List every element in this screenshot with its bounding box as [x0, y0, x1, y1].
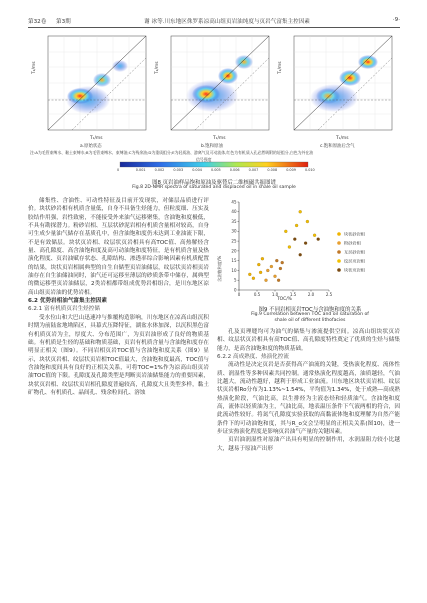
legend-label: 块状页岩相 [344, 267, 365, 273]
legend-swatch [337, 259, 341, 263]
issue-label: 第3期 [56, 19, 71, 25]
data-point [248, 273, 251, 276]
legend-label: 块状砂岩相 [344, 231, 365, 237]
y-tick-label: 25 [231, 238, 237, 244]
x-tick-label: 2.5 [325, 292, 333, 297]
panel-c-plot [294, 36, 392, 130]
panel-b-xlabel: T₁/ms [213, 136, 226, 141]
figure-9-title-en-2: shale oil of different lithofacies [274, 318, 346, 323]
y-tick-label: 0 [233, 287, 237, 293]
data-point [306, 220, 309, 223]
body-paragraph: 受水位山和大巴山迅速冲与推覆构造影响，川东地区在凉高山组沉积时期为前陆盆地坳陷区，具幕式压降特征，湖盆水体加深，以沉积黑色富有机质页岩为主，厚度大、分布范围广，为页岩油形成了良好的物质基础。有机质是生烃的基础和物质基础，页岩有机质含量与含油饱和度存在明显正相关（图9）。不同岩相页岩TOC值与含油饱和度关系（图9）显示，块状页岩相、纹层状页岩相TOC值最大，含油饱和度最高，TOC值与含油饱和度间具有良好的正相关关系，可将TOC=1%作为凉高山组页岩油TOC值的下限。孔隙度及孔隙类型是判断页岩油储集能力的重要因素，块状页岩相、纹层状页岩相孔隙度普遍较高，孔隙度大且类型多样，黏土矿物孔、有机质孔、晶间孔、残余粒间孔、溶蚀 [28, 314, 209, 396]
figure-9-title-en-1: Fig.9 Correlation between TOC and oil saturation of [251, 312, 369, 317]
running-title: 谢 冰等.川东地区侏罗系凉高山组页岩油纯度与页岩气富集主控因素 [144, 19, 310, 25]
data-point [284, 230, 287, 233]
colorbar-tick-label: 0.010 [305, 168, 315, 172]
data-point [270, 265, 273, 268]
panel-c-ylabel: T₂/ms [278, 61, 283, 74]
header-rule [28, 27, 400, 28]
colorbar-tick-label: 0.008 [267, 168, 278, 172]
y-tick-label: 40 [231, 209, 237, 215]
panel-b-ylabel: T₂/ms [155, 61, 160, 74]
figure-8-title-en: Fig.8 2D-NMR spectra of saturated and displaced oil in shale oil sample [132, 185, 296, 190]
left-text-column [28, 197, 209, 593]
panel-c-caption: c.饱和原油后含气 [320, 144, 355, 149]
colorbar-tick-label: 0.003 [173, 168, 184, 172]
figure-8-panels [28, 32, 400, 178]
x-tick-label: 0 [237, 292, 241, 297]
y-tick-label: 10 [231, 267, 237, 273]
data-point [295, 224, 298, 227]
data-point [261, 257, 264, 260]
subsection-heading: 6.2.2 高成熟度、热演化控流 [217, 354, 289, 361]
data-point [288, 245, 291, 248]
data-point [274, 275, 277, 278]
colorbar-tick-label: 0.009 [286, 168, 296, 172]
colorbar-tick-label: 0.007 [248, 168, 259, 172]
data-point [279, 267, 282, 270]
colorbar-tick-label: 0.002 [154, 168, 165, 172]
data-point [275, 259, 278, 262]
y-tick-label: 15 [231, 258, 237, 264]
figure-9-title: 图9 不同岩相页岩TOC与含油饱和度的关系 [258, 307, 362, 313]
colorbar-ticks [117, 168, 315, 174]
subsection-heading: 6.2.1 富有机质页岩生烃控储 [28, 306, 100, 313]
colorbar-label: 信号强度 [196, 157, 212, 162]
legend-swatch [337, 241, 341, 245]
figure-9-chart [217, 196, 403, 304]
y-tick-label: 45 [231, 199, 237, 205]
data-point [313, 234, 316, 237]
figure-9-xlabel: TOC/% [277, 297, 292, 302]
colorbar-tick-label: 0 [117, 168, 120, 172]
data-point [277, 279, 280, 282]
y-tick-label: 30 [231, 228, 237, 234]
panel-c-xlabel: T₁/ms [336, 136, 349, 141]
data-point [265, 279, 268, 282]
data-point [257, 263, 260, 266]
right-text-column [217, 328, 400, 593]
figure-8-note: 注:A为毛管束缚水、黏土束缚水;B为毛管束缚水、束缚油;C为残余油;D为重质组分;E为轻质油、游离气及可动流体,红色为有机质入孔必然吸附的轻组分,白色为外在油 [30, 150, 314, 155]
body-paragraph: 孔及页理缝均可为油气的储集与渗流提供空间。凉高山组块状页岩相、纹层状页岩相具有高TOC值、高孔隙度特性奠定了优质的生烃与储集能力，是高含油饱和度的物质基础。 [217, 329, 400, 352]
page-number: ·9· [392, 17, 400, 23]
x-tick-label: 0.5 [253, 292, 261, 297]
y-tick-label: 20 [231, 248, 237, 254]
data-point [317, 238, 320, 241]
data-point [293, 238, 296, 241]
y-tick-label: 35 [231, 218, 237, 224]
volume-label: 第32卷 [28, 19, 47, 25]
panel-b-caption: b.饱和原油 [201, 144, 223, 149]
panel-a-ylabel: T₂/ms [32, 61, 37, 74]
panel-a-plot [48, 36, 146, 130]
legend-swatch [337, 268, 341, 272]
figure-8-title: 图8 页岩油样品饱和原油及驱替后二维核磁共振图谱 [152, 180, 276, 186]
data-point [266, 269, 269, 272]
body-paragraph: 储集性、含油性、可动性特征及目前开发现状，对储层品质进行评价。块状砂岩相有机质含量低，自身不具备生烃能力，但粒度细、压实及胶结作用强，岩性致密，不能接受外来油气运移聚集，含油饱和度极低，不具有勘探潜力。粉砂岩相、互层状砂泥岩相有机质含量相对较高，自身可生成少量油气储存在基质孔中，但含油饱和度仍未达到工业油流下限，不是有效储层。块状页岩相、纹层状页岩相具有高TOC值、高热解烃含量、高孔隙度、高含油饱和度及高可动油饱和度特征，是有机质含量及热演化程度、页岩油赋存状态、孔隙结构、渗透率综合影响因素有机质配置的结果，块状页岩相属典型的自生自储型页岩油储层，纹层状页岩相页岩油存在自生油储油同时，油气还可运移至薄层的砂质条带中储存，属典型的微运移型页岩油储层，2类岩相都带组成优势岩相组合，是川东地区凉高山组页岩油的优势岩相。 [28, 198, 209, 296]
data-point [304, 242, 307, 245]
colorbar-tick-label: 0.001 [135, 168, 146, 172]
data-point [299, 210, 302, 213]
body-paragraph: 流动性是决定页岩是否获得高产油流的关键，受热演化程度、流体性质、润湿性等多种因素共同控制。通常热演化程度越高，油质越轻，气油比越大，流动性越好，越利于形成工业油流。川东地区块状页岩相、纹层状页岩相Ro分布为1.13%~1.54%，平均值为1.34%，处于成熟—高成熟热演化阶段，气油比高，以生排烃为主液态烃和轻质油气。含油饱和度高，流体以轻质油为主，气油比高，地表温压条件下气液两相的符合，因此流动性较好。将氮气孔隙度实验获取的高黏流体饱和度理解为自然产能条件下的可动油饱和度，其与R_o交会呈明显的正相关关系(图10)，进一步证实热演化程度是影响页岩油气产量的关键因素。 [217, 362, 400, 436]
data-point [299, 253, 302, 256]
legend-label: 粉砂岩相 [344, 240, 361, 246]
panel-b-plot [171, 36, 269, 130]
data-point [252, 277, 255, 280]
panel-a-caption: a.原始状态 [80, 144, 102, 149]
panel-a-xlabel: T₁/ms [90, 136, 103, 141]
figure-9-ylabel: 含油饱和度/% [217, 255, 222, 282]
legend-swatch [337, 250, 341, 254]
data-point [259, 271, 262, 274]
body-paragraph: 页岩油润湿性对原油产出具有明显的控制作用，水润湿阻力较小比越大，越易于原油产出形 [217, 437, 400, 452]
data-point [281, 261, 284, 264]
colorbar [120, 162, 308, 167]
legend-label: 互层砂岩相 [344, 249, 365, 255]
figure-9 [217, 196, 403, 304]
x-tick-label: 1.5 [289, 292, 297, 297]
section-heading: 6.2 优势岩相油气富集主控因素 [28, 298, 107, 305]
y-tick-label: 5 [233, 277, 237, 283]
figure-8 [28, 32, 400, 178]
colorbar-tick-label: 0.005 [211, 168, 221, 172]
x-tick-label: 2.0 [307, 292, 315, 297]
colorbar-tick-label: 0.004 [192, 168, 202, 172]
x-tick-label: 1.0 [271, 292, 279, 297]
colorbar-tick-label: 0.006 [229, 168, 240, 172]
legend-swatch [337, 232, 341, 236]
legend-label: 纹层页岩相 [344, 258, 365, 264]
